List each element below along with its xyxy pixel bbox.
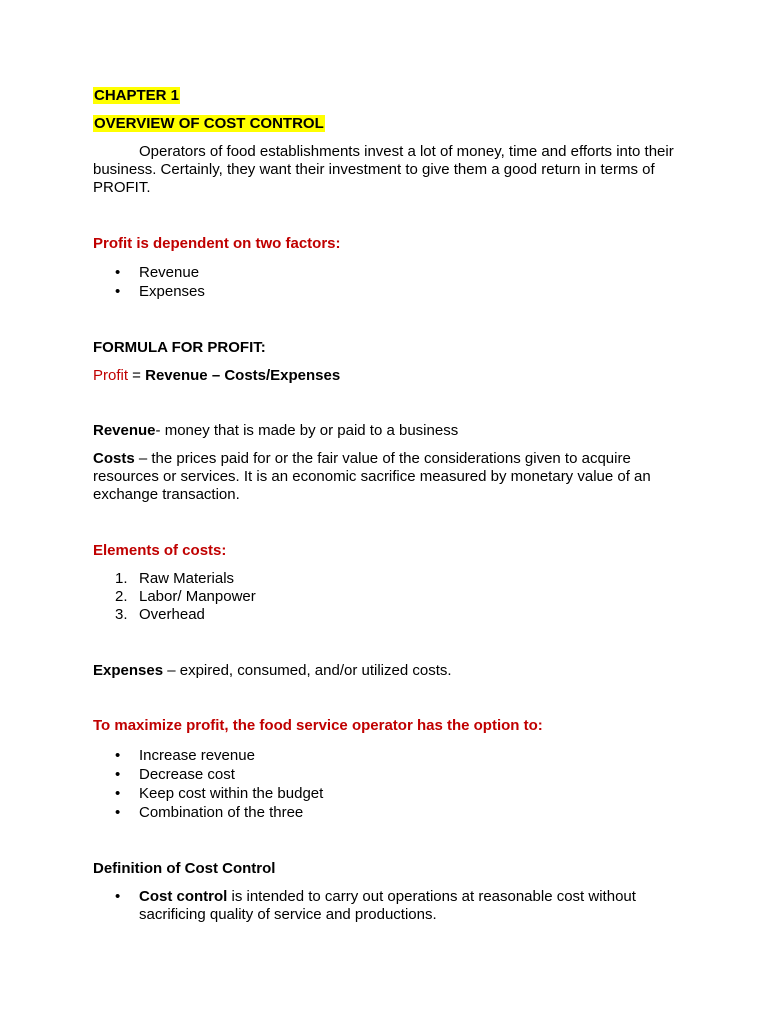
maximize-heading: To maximize profit, the food service operator has the option to: — [93, 717, 543, 734]
list-item: 3. Overhead — [115, 606, 205, 623]
list-item: • Increase revenue — [115, 746, 323, 765]
revenue-definition: Revenue- money that is made by or paid to a business — [93, 422, 459, 439]
intro-paragraph: Operators of food establishments invest a lot of money, time and efforts into their business. Certainly, they want their investment to give them a good return in terms of PROFIT. — [93, 143, 674, 196]
formula-lhs: Profit — [93, 367, 129, 384]
list-item: • Revenue — [115, 263, 205, 282]
list-item: • Keep cost within the budget — [115, 784, 323, 803]
list-item: • Decrease cost — [115, 765, 323, 784]
list-item: • Combination of the three — [115, 803, 323, 822]
chapter-label: CHAPTER 1 — [94, 87, 180, 104]
profit-factors-list — [115, 263, 205, 301]
formula-eq: = — [128, 367, 146, 384]
formula-line — [93, 367, 340, 385]
definition-list — [115, 888, 679, 924]
list-item: 1. Raw Materials — [115, 570, 235, 587]
elements-heading: Elements of costs: — [93, 542, 227, 559]
profit-factors-heading: Profit is dependent on two factors: — [93, 235, 341, 252]
list-item: 2. Labor/ Manpower — [115, 588, 256, 605]
elements-list — [115, 570, 256, 624]
expenses-definition: Expenses – expired, consumed, and/or utilized costs. — [93, 662, 452, 679]
list-item: • Cost control is intended to carry out operations at reasonable cost without sacrificing quality of service and productions. — [115, 888, 679, 924]
list-item: • Expenses — [115, 282, 205, 301]
chapter-title: OVERVIEW OF COST CONTROL — [94, 115, 324, 132]
costs-definition: Costs – the prices paid for or the fair value of the considerations given to acquire resources or services. It is an economic sacrifice measured by monetary value of an exchange transaction. — [93, 450, 651, 503]
definition-heading: Definition of Cost Control — [93, 860, 276, 877]
formula-heading: FORMULA FOR PROFIT: — [93, 339, 266, 356]
maximize-list — [115, 746, 323, 822]
formula-rhs: Revenue – Costs/Expenses — [145, 367, 341, 384]
